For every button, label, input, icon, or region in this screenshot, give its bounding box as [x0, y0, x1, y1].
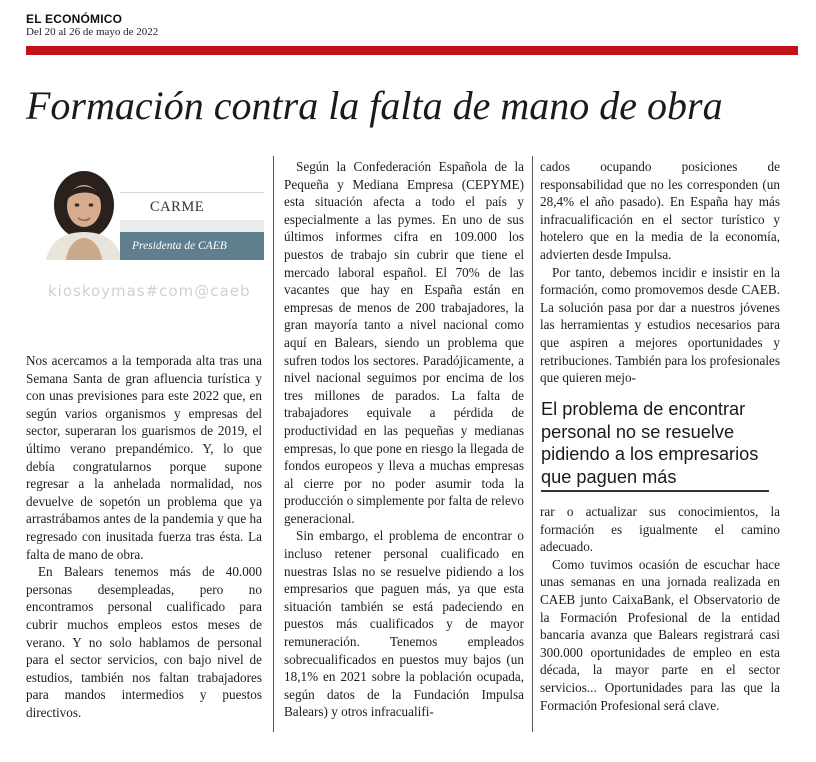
- pull-quote: El problema de encontrar personal no se resuelve pidiendo a los empresarios que paguen más: [541, 399, 759, 487]
- paragraph: Nos acercamos a la temporada alta tras una Semana Santa de gran afluencia turística y con unas previsiones para este 2022 que, en según varios organismos y empresas del sector, superaran los guarismos de 2019, el último verano prepandémico. Y, lo que debía congratularnos porque supone regresar a la anhelada normalidad, nos devuelve de sopetón un problema que ya arrastrábamos antes de la pandemia y que ha regresado con inusitada fuerza tras ésta. La falta de mano de obra.: [26, 353, 262, 562]
- author-role: Presidenta de CAEB: [120, 232, 264, 260]
- paragraph: Sin embargo, el problema de encontrar o incluso retener personal cualificado en nuestras Islas no se resuelve pidiendo a los empresarios que paguen más, ya que esta situación también se está padeciendo en puestos más cualificados y de mayor remuneración. Tenemos empleados sobrecualificados en puestos muy bajos (un 18,1% en 2021 sobre la población ocupada, según datos de la Fundación Impulsa Balears) y otros infracualifi-: [284, 528, 524, 720]
- author-name: CARME: [120, 192, 264, 220]
- paragraph: Según la Confederación Española de la Pequeña y Mediana Empresa (CEPYME) esta situación afecta a todo el país y especialmente a las pymes. En uno de sus últimos informes cifra en 109.000 los puestos de trabajo sin cubrir que tiene el mercado laboral español. El 70% de las vacantes que hay en España están en empresas de menos de 200 trabajadores, la gran mayoría tanto a nivel nacional como aquí en Balears, siendo un problema que sufren todos los sectores. Paradójicamente, a nivel nacional seguimos por encima de los tres millones de parados. La falta de trabajadores equivale a pérdida de productividad en las pequeñas y medianas empresas, lo que pone en riesgo la llegada de fondos europeos y lleva a muchas empresas al cierre por no poder asumir toda la producción o simplemente por falta de relevo generacional.: [284, 159, 524, 526]
- author-box-shade: [120, 220, 264, 232]
- red-top-bar: [26, 46, 798, 55]
- newspaper-name: EL ECONÓMICO: [26, 12, 123, 26]
- article-column-1: [26, 352, 262, 721]
- watermark: kioskoymas#com@caeb: [48, 282, 251, 300]
- paragraph: En Balears tenemos más de 40.000 personas desempleadas, pero no encontramos personal cualificado para cubrir muchos empleos estos meses de verano. Y no solo hablamos de personal para el sector servicios, con bajo nivel de estudios, también nos faltan trabajadores para mandos intermedios y puestos directivos.: [26, 564, 262, 720]
- column-divider: [273, 156, 274, 732]
- paragraph: Como tuvimos ocasión de escuchar hace unas semanas en una jornada realizada en CAEB junto CaixaBank, el Observatorio de la Formación Profesional de la entidad bancaria avanza que Balears registrará casi 300.000 oportunidades de empleo en esta década, la mayor parte en el sector servicios... Oportunidades para las que la Formación Profesional será clave.: [540, 556, 780, 713]
- column-divider: [532, 156, 533, 732]
- paragraph: rar o actualizar sus conocimientos, la formación es igualmente el camino adecuado.: [540, 504, 780, 555]
- article-column-3: [540, 158, 780, 387]
- paragraph: cados ocupando posiciones de responsabilidad que no les corresponden (un 28,4% el año pasado). En España hay más infracualificación en el sector turístico y hotelero que en la media de la economía, advierten desde Impulsa.: [540, 159, 780, 262]
- masthead: [26, 12, 158, 39]
- article-column-3-continued: [540, 503, 780, 714]
- author-box: [36, 160, 264, 260]
- article-headline: Formación contra la falta de mano de obra: [26, 83, 723, 128]
- article-column-2: [284, 158, 524, 721]
- pull-quote-rule: [541, 490, 769, 492]
- issue-date: Del 20 al 26 de mayo de 2022: [26, 26, 159, 38]
- author-portrait: [36, 160, 128, 260]
- paragraph: Por tanto, debemos incidir e insistir en la formación, como promovemos desde CAEB. La solución pasa por dar a nuestros jóvenes las herramientas y estudios necesarios para que aspiren a mejores oportunidades y retribuciones. También para los profesionales que quieren mejo-: [540, 264, 780, 386]
